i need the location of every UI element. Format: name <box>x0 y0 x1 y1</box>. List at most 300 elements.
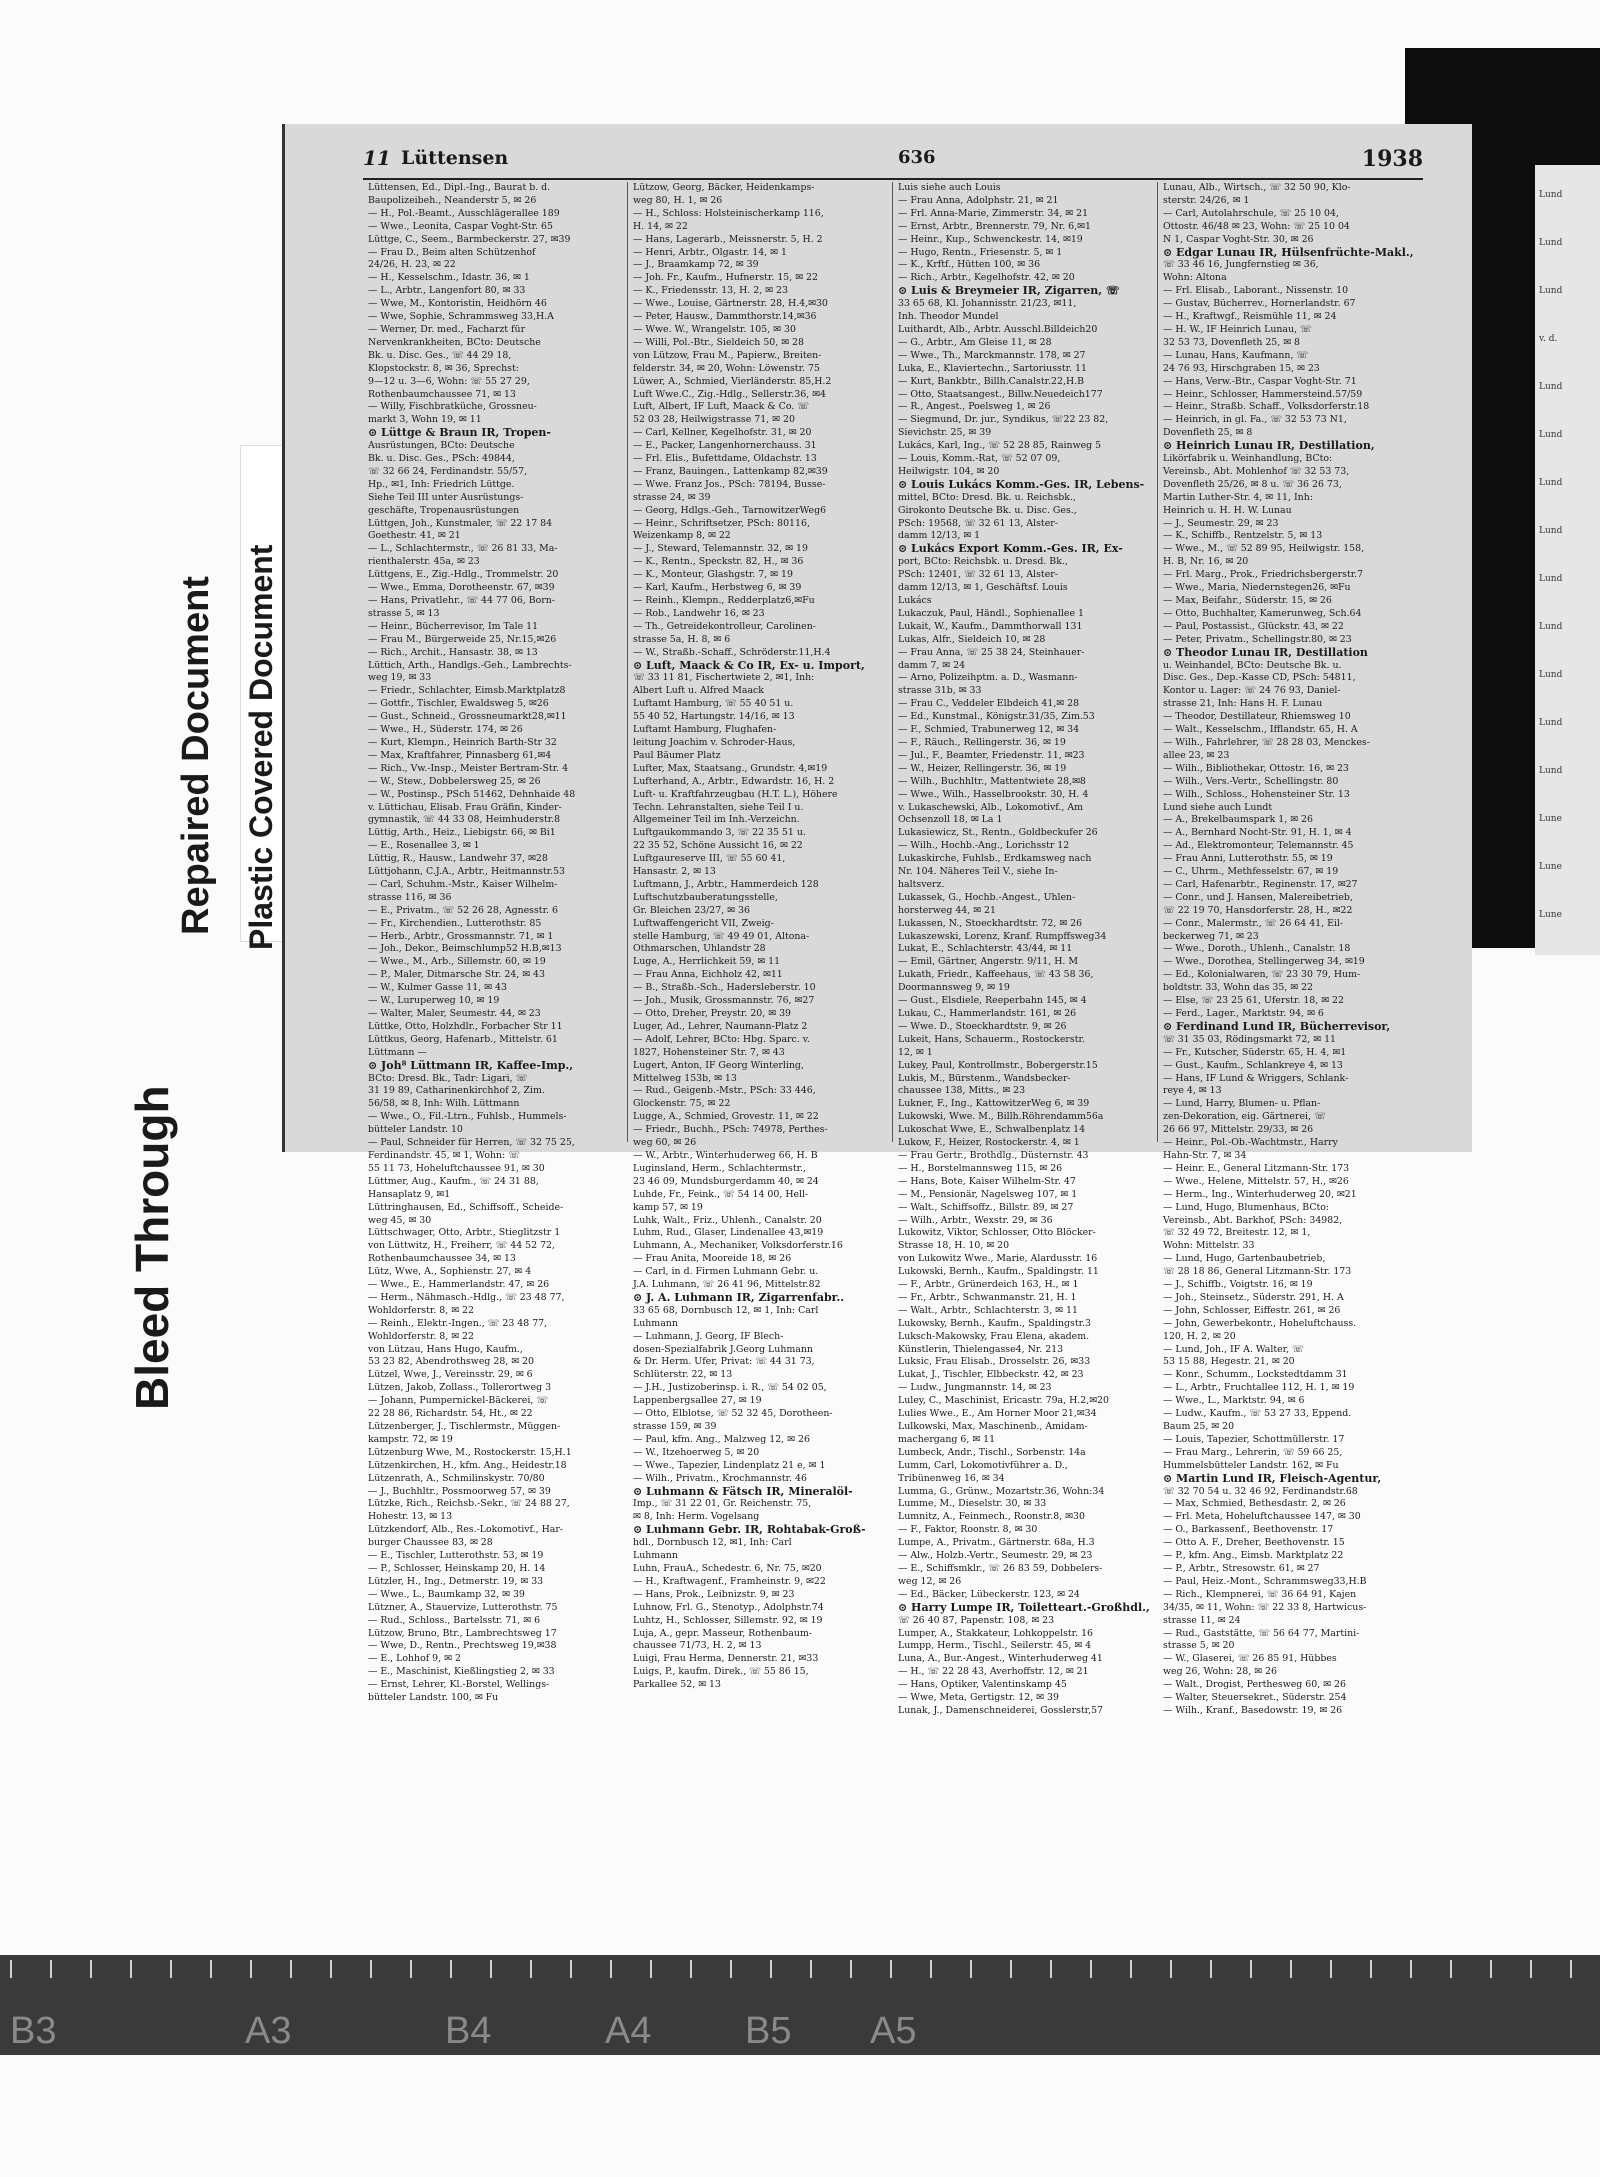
patch-label: A3 <box>245 2010 292 2052</box>
directory-entry: Siehe Teil III unter Ausrüstungs- <box>368 491 524 503</box>
directory-entry: Hummelsbütteler Landstr. 162, ✉ Fu <box>1163 1459 1339 1471</box>
directory-entry: v. Lukaschewski, Alb., Lokomotivf., Am <box>898 801 1084 813</box>
directory-entry: — Heinr., Pol.-Ob.-Wachtmstr., Harry <box>1163 1137 1338 1149</box>
directory-entry: Lumm, Carl, Lokomotivführer a. D., <box>898 1459 1068 1471</box>
patch-label: B3 <box>10 2010 57 2052</box>
directory-entry: Luna, A., Bur.-Angest., Winterhuderweg 41 <box>898 1653 1103 1665</box>
directory-entry: BCto: Dresd. Bk., Tadr: Ligari, ☏ <box>368 1072 528 1084</box>
directory-entry: — Willi, Pol.-Btr., Sieldeich 50, ✉ 28 <box>633 336 804 348</box>
directory-entry: — Wwe. W., Wrangelstr. 105, ✉ 30 <box>633 323 796 335</box>
directory-entry: Heinrich u. H. H. W. Lunau <box>1163 504 1292 516</box>
directory-entry: ⊙ Theodor Lunau IR, Destillation <box>1163 645 1368 659</box>
page-number: 636 <box>898 147 936 168</box>
directory-entry: von Lützau, Hans Hugo, Kaufm., <box>368 1343 523 1355</box>
directory-entry: — Wwe., Maria, Niedernstegen26, ✉Fu <box>1163 582 1351 594</box>
ruler-tick <box>770 1960 772 1978</box>
directory-entry: — Joh., Musik, Grossmannstr. 76, ✉27 <box>633 995 815 1007</box>
directory-entry: ⊙ Luis & Breymeier IR, Zigarren, ☏ <box>898 284 1120 298</box>
directory-entry: — Gust., Elsdiele, Reeperbahn 145, ✉ 4 <box>898 995 1087 1007</box>
directory-entry: Luft, Albert, IF Luft, Maack & Co. ☏ <box>633 401 809 413</box>
ruler-tick <box>1370 1960 1372 1978</box>
directory-entry: Bk. u. Disc. Ges., ☏ 44 29 18, <box>368 349 512 361</box>
directory-entry: Lukow, F., Heizer, Rostockerstr. 4, ✉ 1 <box>898 1137 1080 1149</box>
directory-entry: — Hans, Lagerarb., Meissnerstr. 5, H. 2 <box>633 233 823 245</box>
directory-entry: 26 66 97, Mittelstr. 29/33, ✉ 26 <box>1163 1124 1314 1136</box>
directory-entry: strasse 11, ✉ 24 <box>1163 1614 1241 1626</box>
directory-entry: — H., Kesselschm., Idastr. 36, ✉ 1 <box>368 272 530 284</box>
directory-entry: — H. W., IF Heinrich Lunau, ☏ <box>1163 323 1312 335</box>
ruler-tick <box>730 1960 732 1978</box>
directory-entry: H. 14, ✉ 22 <box>633 220 688 232</box>
patch-labels <box>0 2010 1600 2050</box>
directory-entry: Lugge, A., Schmied, Grovestr. 11, ✉ 22 <box>633 1111 819 1123</box>
directory-entry: 24/26, H. 23, ✉ 22 <box>368 259 456 271</box>
directory-entry: — E., Schiffsmklr., ☏ 26 83 59, Dobbelers- <box>898 1562 1103 1574</box>
directory-entry: — Ed., Bäcker, Lübeckerstr. 123, ✉ 24 <box>898 1588 1080 1600</box>
ruler-tick <box>1170 1960 1172 1978</box>
directory-entry: — Wwe., O., Fil.-Ltrn., Fuhlsb., Hummels- <box>368 1111 567 1123</box>
directory-entry: Lukassek, G., Hochb.-Angest., Uhlen- <box>898 891 1076 903</box>
fragment-line: Lund <box>1539 574 1563 584</box>
edition-year: 1938 <box>1361 146 1423 172</box>
directory-entry: — Frau Gertr., Brothdlg., Düsternstr. 43 <box>898 1149 1089 1161</box>
directory-entry: — Wwe., L., Marktstr. 94, ✉ 6 <box>1163 1395 1305 1407</box>
directory-entry: — G., Arbtr., Am Gleise 11, ✉ 28 <box>898 336 1052 348</box>
directory-entry: weg 45, ✉ 30 <box>368 1214 432 1226</box>
directory-entry: — Luhmann, J. Georg, IF Blech- <box>633 1330 784 1342</box>
ruler-tick <box>10 1960 12 1978</box>
directory-entry: Lüttmer, Aug., Kaufm., ☏ 24 31 88, <box>368 1175 539 1187</box>
directory-entry: machergang 6, ✉ 11 <box>898 1433 996 1445</box>
directory-entry: — Ernst, Lehrer, Kl.-Borstel, Wellings- <box>368 1679 550 1691</box>
directory-entry: — Max, Schmied, Bethesdastr. 2, ✉ 26 <box>1163 1498 1346 1510</box>
directory-entry: — Emil, Gärtner, Angerstr. 9/11, H. M <box>898 956 1078 968</box>
directory-entry: — Friedr., Schlachter, Eimsb.Marktplatz8 <box>368 685 566 697</box>
directory-entry: — W., Postinsp., PSch 51462, Dehnhaide 48 <box>368 788 576 800</box>
directory-entry: — F., Faktor, Roonstr. 8, ✉ 30 <box>898 1524 1038 1536</box>
directory-entry: — J., Buchhltr., Possmoorweg 57, ✉ 39 <box>368 1485 551 1497</box>
directory-entry: geschäfte, Tropenausrüstungen <box>368 504 520 516</box>
patch-label: B5 <box>745 2010 792 2052</box>
directory-entry: — Carl, Kellner, Kegelhofstr. 31, ✉ 20 <box>633 427 812 439</box>
directory-entry: — Frau Marg., Lehrerin, ☏ 59 66 25, <box>1163 1446 1343 1458</box>
directory-entry: — Louis, Komm.-Rat, ☏ 52 07 09, <box>898 453 1061 465</box>
directory-entry: Rothenbaumchaussee 71, ✉ 13 <box>368 388 516 400</box>
directory-entry: 32 53 73, Dovenfleth 25, ✉ 8 <box>1163 336 1301 348</box>
directory-entry: ☏ 33 46 16, Jungfernstieg ✉ 36, <box>1163 259 1319 271</box>
directory-entry: Lund siehe auch Lundt <box>1163 801 1273 813</box>
directory-entry: — W., Kulmer Gasse 11, ✉ 43 <box>368 982 507 994</box>
directory-entry: Lukowski, Bernh., Kaufm., Spaldingstr. 11 <box>898 1266 1099 1278</box>
directory-entry: — Ad., Elektromonteur, Telemannstr. 45 <box>1163 840 1354 852</box>
directory-entry: — W., Arbtr., Winterhuderweg 66, H. B <box>633 1149 818 1161</box>
directory-entry: — Frl. Meta, Hoheluftchaussee 147, ✉ 30 <box>1163 1511 1361 1523</box>
directory-entry: — Joh., Steinsetz., Süderstr. 291, H. A <box>1163 1291 1344 1303</box>
directory-entry: 9—12 u. 3—6, Wohn: ☏ 55 27 29, <box>368 375 530 387</box>
directory-entry: Hansaplatz 9, ✉1 <box>368 1188 451 1200</box>
directory-entry: — Lund, Hugo, Blumenhaus, BCto: <box>1163 1201 1330 1213</box>
directory-entry: Lüttringhausen, Ed., Schiffsoff., Scheide- <box>368 1201 564 1213</box>
directory-entry: Wohn: Altona <box>1163 272 1227 284</box>
directory-entry: beckerweg 71, ✉ 23 <box>1163 930 1259 942</box>
directory-entry: von Lüttwitz, H., Freiherr, ☏ 44 52 72, <box>368 1240 556 1252</box>
directory-entry: Klopstockstr. 8, ✉ 36, Sprechst: <box>368 362 519 374</box>
ruler-tick <box>650 1960 652 1978</box>
directory-entry: — Rich., Archit., Hansastr. 38, ✉ 13 <box>368 646 538 658</box>
directory-entry: — Frau Anni, Lutterothstr. 55, ✉ 19 <box>1163 853 1333 865</box>
directory-entry: Nervenkrankheiten, BCto: Deutsche <box>368 336 541 348</box>
directory-entry: J.A. Luhmann, ☏ 26 41 96, Mittelstr.82 <box>633 1279 821 1291</box>
fragment-line: Lund <box>1539 526 1563 536</box>
directory-entry: 120, H. 2, ✉ 20 <box>1163 1330 1236 1342</box>
directory-entry: — Lunau, Hans, Kaufmann, ☏ <box>1163 349 1309 361</box>
directory-entry: — Adolf, Lehrer, BCto: Hbg. Sparc. v. <box>633 1033 810 1045</box>
directory-entry: — Wwe., M., ☏ 52 89 95, Heilwigstr. 158, <box>1163 543 1365 555</box>
directory-entry: ⊙ J. A. Luhmann IR, Zigarrenfabr.. <box>633 1290 845 1304</box>
directory-entry: — J.H., Justizoberinsp. i. R., ☏ 54 02 05, <box>633 1382 827 1394</box>
directory-entry: chaussee 71/73, H. 2, ✉ 13 <box>633 1640 762 1652</box>
directory-entry: — John, Schlosser, Eiffestr. 261, ✉ 26 <box>1163 1304 1341 1316</box>
directory-entry: — Otto A. F., Dreher, Beethovenstr. 15 <box>1163 1537 1345 1549</box>
directory-entry: — Hans, Verw.-Btr., Caspar Voght-Str. 71 <box>1163 375 1357 387</box>
directory-entry: weg 19, ✉ 33 <box>368 672 432 684</box>
directory-entry: ⊙ Heinrich Lunau IR, Destillation, <box>1163 439 1375 453</box>
directory-entry: Hohestr. 13, ✉ 13 <box>368 1511 453 1523</box>
directory-entry: — Friedr., Buchh., PSch: 74978, Perthes- <box>633 1124 828 1136</box>
directory-entry: — Peter, Hausw., Dammthorstr.14,✉36 <box>633 311 817 323</box>
directory-entry: — W., Straßb.-Schaff., Schröderstr.11,H.4 <box>633 646 831 658</box>
directory-entry: kamp 57, ✉ 19 <box>633 1201 703 1213</box>
fragment-line: Lune <box>1539 862 1562 872</box>
directory-entry: — Wwe. D., Stoeckhardtstr. 9, ✉ 26 <box>898 1020 1067 1032</box>
directory-entry: Othmarschen, Uhlandstr 28 <box>633 943 766 955</box>
directory-entry: — Reinh., Elektr.-Ingen., ☏ 23 48 77, <box>368 1317 548 1329</box>
directory-entry: — Lund, Hugo, Gartenbaubetrieb, <box>1163 1253 1326 1265</box>
directory-entry: Lütz, Wwe, A., Sophienstr. 27, ✉ 4 <box>368 1266 532 1278</box>
directory-entry: — Th., Getreidekontrolleur, Carolinen- <box>633 620 816 632</box>
ruler-tick <box>810 1960 812 1978</box>
directory-entry: — Ed., Kunstmal., Königstr.31/35, Zim.53 <box>898 711 1095 723</box>
directory-entry: — Fr., Arbtr., Schwanmanstr. 21, H. 1 <box>898 1291 1077 1303</box>
directory-entry: Ochsenzoll 18, ✉ La 1 <box>898 814 1003 826</box>
directory-entry: ☏ 32 49 72, Breitestr. 12, ✉ 1, <box>1163 1227 1311 1239</box>
directory-entry: PSch: 12401, ☏ 32 61 13, Alster- <box>898 569 1058 581</box>
ruler-tick <box>1250 1960 1252 1978</box>
directory-entry: Luftgaukommando 3, ☏ 22 35 51 u. <box>633 827 806 839</box>
directory-entry: Lützler, H., Ing., Detmerstr. 19, ✉ 33 <box>368 1575 544 1587</box>
directory-entry: — Louis, Tapezier, Schottmüllerstr. 17 <box>1163 1433 1345 1445</box>
directory-entry: Schlüterstr. 22, ✉ 13 <box>633 1369 733 1381</box>
directory-entry: — Conr., und J. Hansen, Malereibetrieb, <box>1163 891 1353 903</box>
directory-entry: — Konr., Schumm., Lockstedtdamm 31 <box>1163 1369 1348 1381</box>
ruler-tick <box>1450 1960 1452 1978</box>
directory-entry: Hp., ✉1, Inh: Friedrich Lüttge. <box>368 478 515 490</box>
directory-entry: Lukey, Paul, Kontrollmstr., Bobergerstr.15 <box>898 1059 1098 1071</box>
directory-entry: — Joh., Dekor., Beimschlump52 H.B,✉13 <box>368 943 562 955</box>
directory-entry: — E., Tischler, Lutterothstr. 53, ✉ 19 <box>368 1550 544 1562</box>
directory-entry: Lüttschwager, Otto, Arbtr., Stieglitzstr 1 <box>368 1227 561 1239</box>
directory-entry: Luftschutzbauberatungsstelle, <box>633 891 778 903</box>
directory-entry: 56/58, ✉ 8, Inh: Wilh. Lüttmann <box>368 1098 520 1110</box>
directory-entry: — Frl. Elisab., Laborant., Nissenstr. 10 <box>1163 285 1349 297</box>
directory-entry: Luis siehe auch Louis <box>898 182 1001 193</box>
directory-entry: Lukat, J., Tischler, Elbbeckstr. 42, ✉ 23 <box>898 1369 1084 1381</box>
directory-entry: ☏ 26 40 87, Papenstr. 108, ✉ 23 <box>898 1614 1055 1626</box>
ruler-tick <box>410 1960 412 1978</box>
directory-entry: bütteler Landstr. 10 <box>368 1124 463 1136</box>
directory-entry: — Lund, Joh., IF A. Walter, ☏ <box>1163 1343 1304 1355</box>
ruler-tick <box>490 1960 492 1978</box>
directory-entry: Lüttkus, Georg, Hafenarb., Mittelstr. 61 <box>368 1033 558 1045</box>
directory-entry: — Heinr., Kup., Schwenckestr. 14, ✉19 <box>898 233 1083 245</box>
directory-entry: — Fr., Kirchendien., Lutterothstr. 85 <box>368 917 542 929</box>
directory-entry: — Wilh., Kranf., Basedowstr. 19, ✉ 26 <box>1163 1704 1343 1716</box>
directory-entry: — K., Friedensstr. 13, H. 2, ✉ 23 <box>633 285 788 297</box>
directory-entry: Lugert, Anton, IF Georg Winterling, <box>633 1059 804 1071</box>
directory-entry: Lukaszewski, Lorenz, Kranf. Rumpffsweg34 <box>898 930 1107 942</box>
directory-entry: Wohldorferstr. 8, ✉ 22 <box>368 1330 474 1342</box>
directory-entry: Luja, A., gepr. Masseur, Rothenbaum- <box>633 1627 812 1639</box>
directory-entry: — K., Krftf., Hütten 100, ✉ 36 <box>898 259 1041 271</box>
directory-entry: Lukowski, Wwe. M., Billh.Röhrendamm56a <box>898 1111 1104 1123</box>
directory-entry: hdl., Dornbusch 12, ✉1, Inh: Carl <box>633 1537 792 1549</box>
directory-entry: — Ludw., Jungmannstr. 14, ✉ 23 <box>898 1382 1052 1394</box>
ruler-tick <box>890 1960 892 1978</box>
directory-entry: Luigs, P., kaufm. Direk., ☏ 55 86 15, <box>633 1666 809 1678</box>
directory-entry: — Siegmund, Dr. jur., Syndikus, ☏22 23 82, <box>898 414 1109 426</box>
directory-entry: — Max, Beifahr., Süderstr. 15, ✉ 26 <box>1163 595 1332 606</box>
directory-entry: — P., kfm. Ang., Eimsb. Marktplatz 22 <box>1163 1550 1344 1562</box>
directory-entry: — Gust., Kaufm., Schlankreye 4, ✉ 13 <box>1163 1059 1343 1071</box>
directory-entry: Glockenstr. 75, ✉ 22 <box>633 1098 731 1110</box>
directory-columns <box>363 182 1423 1716</box>
directory-entry: Luhmann <box>633 1550 678 1562</box>
directory-entry: — Heinr., Straßb. Schaff., Volksdorferstr.18 <box>1163 401 1370 413</box>
directory-entry: — E., Lohhof 9, ✉ 2 <box>368 1653 461 1665</box>
directory-entry: Lüwer, A., Schmied, Vierländerstr. 85,H.2 <box>633 375 832 387</box>
directory-entry: — A., Brekelbaumspark 1, ✉ 26 <box>1163 814 1313 826</box>
directory-entry: stelle Hamburg, ☏ 49 49 01, Altona- <box>633 930 810 942</box>
fragment-line: Lund <box>1539 718 1563 728</box>
directory-entry: — J., Seumestr. 29, ✉ 23 <box>1163 517 1279 529</box>
directory-entry: — L., Schlachtermstr., ☏ 26 81 33, Ma- <box>368 543 558 555</box>
ruler-tick <box>1090 1960 1092 1978</box>
directory-entry: Baupolizeibeh., Neanderstr 5, ✉ 26 <box>368 194 537 206</box>
directory-entry: Lukaczuk, Paul, Händl., Sophienallee 1 <box>898 607 1084 619</box>
directory-entry: — Carl, Hafenarbtr., Reginenstr. 17, ✉27 <box>1163 878 1358 890</box>
directory-entry: Lunak, J., Damenschneiderei, Gosslerstr,57 <box>898 1704 1104 1716</box>
directory-entry: — E., Rosenallee 3, ✉ 1 <box>368 840 480 852</box>
directory-entry: v. Lüttichau, Elisab. Frau Gräfin, Kinder- <box>368 801 562 813</box>
directory-entry: 55 40 52, Hartungstr. 14/16, ✉ 13 <box>633 711 795 723</box>
adjacent-page-fragment <box>1535 165 1600 955</box>
directory-entry: — Frau C., Veddeler Elbdeich 41,✉ 28 <box>898 698 1080 710</box>
directory-entry: — Ludw., Kaufm., ☏ 53 27 33, Eppend. <box>1163 1408 1352 1420</box>
running-head: Lüttensen <box>401 147 509 169</box>
directory-entry: — K., Rentn., Speckstr. 82, H., ✉ 36 <box>633 556 804 568</box>
directory-entry: — Franz, Bauingen., Lattenkamp 82,✉39 <box>633 465 828 477</box>
directory-entry: N 1, Caspar Voght-Str. 30, ✉ 26 <box>1163 233 1314 245</box>
directory-entry: Lumme, M., Dieselstr. 30, ✉ 33 <box>898 1498 1047 1510</box>
directory-entry: — Joh. Fr., Kaufm., Hufnerstr. 15, ✉ 22 <box>633 272 818 284</box>
ruler-tick <box>130 1960 132 1978</box>
directory-entry: — P., Maler, Ditmarsche Str. 24, ✉ 43 <box>368 969 545 981</box>
fragment-line: Lund <box>1539 382 1563 392</box>
directory-entry: — Frl. Elis., Bufettdame, Oldachstr. 13 <box>633 453 817 465</box>
directory-entry: — Arno, Polizeihptm. a. D., Wasmann- <box>898 672 1078 684</box>
directory-entry: — Heinr. E., General Litzmann-Str. 173 <box>1163 1162 1350 1174</box>
directory-entry: Baum 25, ✉ 20 <box>1163 1421 1235 1432</box>
directory-entry: Lukaskirche, Fuhlsb., Erdkamsweg nach <box>898 853 1092 865</box>
directory-entry: — Frau D., Beim alten Schützenhof <box>368 246 536 258</box>
directory-entry: — F., Schmied, Trabunerweg 12, ✉ 34 <box>898 724 1080 736</box>
directory-entry: — Werner, Dr. med., Facharzt für <box>368 323 526 335</box>
directory-entry: Luksic, Frau Elisab., Drosselstr. 26, ✉33 <box>898 1356 1091 1368</box>
directory-entry: — P., Schlosser, Heinskamp 20, H. 14 <box>368 1562 546 1574</box>
directory-entry: — Heinr., Bücherrevisor, Im Tale 11 <box>368 620 539 632</box>
plastic-covered-label: Plastic Covered Document <box>243 544 279 950</box>
directory-entry: Luksch-Makowsky, Frau Elena, akadem. <box>898 1330 1090 1342</box>
directory-entry: — Ferd., Lager., Marktstr. 94, ✉ 6 <box>1163 1008 1324 1019</box>
directory-entry: Lukowsky, Bernh., Kaufm., Spaldingstr.3 <box>898 1317 1092 1329</box>
ruler-tick <box>1290 1960 1292 1978</box>
directory-entry: — Ernst, Arbtr., Brennerstr. 79, Nr. 6,✉1 <box>898 220 1091 232</box>
ruler-tick <box>170 1960 172 1978</box>
directory-entry: Lumnitz, A., Feinmech., Roonstr.8, ✉30 <box>898 1511 1085 1523</box>
patch-label: A5 <box>870 2010 917 2052</box>
directory-entry: ☏ 22 19 70, Hansdorferstr. 28, H., ✉22 <box>1163 904 1353 916</box>
directory-entry: 22 28 86, Richardstr. 54, Ht., ✉ 22 <box>368 1408 533 1420</box>
directory-entry: Lützkendorf, Alb., Res.-Lokomotivf., Har- <box>368 1524 564 1536</box>
directory-entry: Luftmann, J., Arbtr., Hammerdeich 128 <box>633 878 819 890</box>
directory-entry: — Wwe., Helene, Mittelstr. 57, H., ✉26 <box>1163 1175 1349 1187</box>
directory-entry: — Wwe., L., Baumkamp 32, ✉ 39 <box>368 1588 525 1600</box>
ruler-tick <box>930 1960 932 1978</box>
directory-entry: — Wwe., Th., Marckmannstr. 178, ✉ 27 <box>898 349 1086 361</box>
directory-entry: 33 65 68, Dornbusch 12, ✉ 1, Inh: Carl <box>633 1304 819 1316</box>
directory-entry: — Theodor, Destillateur, Rhiemsweg 10 <box>1163 711 1351 723</box>
directory-entry: Inh. Theodor Mundel <box>898 311 999 323</box>
ruler-tick <box>90 1960 92 1978</box>
directory-entry: ⊙ Lukács Export Komm.-Ges. IR, Ex- <box>898 542 1123 556</box>
directory-entry: Luigi, Frau Herma, Dennerstr. 21, ✉33 <box>633 1653 819 1665</box>
directory-entry: — Herm., Ing., Winterhuderweg 20, ✉21 <box>1163 1188 1357 1200</box>
directory-entry: Lukath, Friedr., Kaffeehaus, ☏ 43 58 36, <box>898 969 1094 981</box>
directory-entry: Lukács, Karl, Ing., ☏ 52 28 85, Rainweg 5 <box>898 440 1102 452</box>
fragment-line: Lund <box>1539 430 1563 440</box>
directory-entry: Künstlerin, Thielengasse4, Nr. 213 <box>898 1343 1064 1355</box>
ruler-tick <box>530 1960 532 1978</box>
ruler-tick <box>370 1960 372 1978</box>
directory-entry: — Wilh., Hochb.-Ang., Lorichsstr 12 <box>898 840 1070 852</box>
directory-entry: Vereinsb., Abt. Barkhof, PSch: 34982, <box>1163 1214 1343 1226</box>
directory-entry: — Frau Anna, ☏ 25 38 24, Steinhauer- <box>898 646 1085 658</box>
ruler-tick <box>1530 1960 1532 1978</box>
directory-entry: Lukeit, Hans, Schauerm., Rostockerstr. <box>898 1033 1085 1045</box>
directory-entry: Sievichstr. 25, ✉ 39 <box>898 427 992 439</box>
directory-entry: damm 12/13, ✉ 1 <box>898 530 981 542</box>
directory-entry: Ottostr. 46/48 ✉ 23, Wohn: ☏ 25 10 04 <box>1163 220 1350 232</box>
repaired-document-label: Repaired Document <box>175 576 217 935</box>
directory-entry: — W., Luruperweg 10, ✉ 19 <box>368 995 500 1007</box>
directory-entry: Parkallee 52, ✉ 13 <box>633 1679 721 1691</box>
directory-entry: strasse 159, ✉ 39 <box>633 1421 717 1432</box>
directory-entry: chaussee 138, Mitts., ✉ 23 <box>898 1085 1026 1097</box>
directory-entry: Heilwigstr. 104, ✉ 20 <box>898 465 1000 477</box>
directory-entry: — Gust., Schneid., Grossneumarkt28,✉11 <box>368 711 567 723</box>
directory-entry: Lüttmann — <box>368 1046 427 1058</box>
directory-entry: Lukoschat Wwe, E., Schwalbenplatz 14 <box>898 1124 1086 1136</box>
directory-entry: ☏ 28 18 86, General Litzmann-Str. 173 <box>1163 1266 1352 1278</box>
directory-entry: — Gottfr., Tischler, Ewaldsweg 5, ✉26 <box>368 698 549 710</box>
directory-entry: Luithardt, Alb., Arbtr. Ausschl.Billdeich20 <box>898 323 1098 335</box>
directory-entry: — Wilh., Schloss., Hohensteiner Str. 13 <box>1163 788 1350 800</box>
directory-entry: Lützke, Rich., Reichsb.-Sekr., ☏ 24 88 27, <box>368 1498 570 1510</box>
directory-entry: PSch: 19568, ☏ 32 61 13, Alster- <box>898 517 1058 529</box>
directory-entry: — O., Barkassenf., Beethovenstr. 17 <box>1163 1524 1334 1536</box>
directory-entry: Lüttjohann, C.J.A., Arbtr., Heitmannstr.53 <box>368 866 565 878</box>
directory-page <box>282 124 1472 1716</box>
directory-entry: — Gustav, Bücherrev., Hornerlandstr. 67 <box>1163 298 1356 310</box>
directory-entry: ⊙ Lüttge & Braun IR, Tropen- <box>368 426 551 440</box>
directory-entry: — Hans, Privatlehr., ☏ 44 77 06, Born- <box>368 595 555 606</box>
directory-entry: — Willy, Fischbratküche, Grossneu- <box>368 401 537 413</box>
directory-entry: Luftamt Hamburg, Flughafen- <box>633 724 777 736</box>
directory-entry: ⊙ Luft, Maack & Co IR, Ex- u. Import, <box>633 658 865 672</box>
directory-entry: — Karl, Kaufm., Herbstweg 6, ✉ 39 <box>633 582 802 594</box>
directory-entry: Vereinsb., Abt. Mohlenhof ☏ 32 53 73, <box>1163 465 1350 477</box>
column-4 <box>1158 182 1423 1716</box>
directory-entry: Luftgaureserve III, ☏ 55 60 41, <box>633 853 786 865</box>
directory-entry: Gr. Bleichen 23/27, ✉ 36 <box>633 904 750 916</box>
directory-entry: Weizenkamp 8, ✉ 22 <box>633 530 731 542</box>
ruler-tick <box>1490 1960 1492 1978</box>
fragment-line: Lund <box>1539 286 1563 296</box>
directory-entry: Lützenburg Wwe, M., Rostockerstr. 15,H.1 <box>368 1446 572 1458</box>
directory-entry: — L., Arbtr., Langenfort 80, ✉ 33 <box>368 285 526 297</box>
directory-entry: — Rob., Landwehr 16, ✉ 23 <box>633 607 765 619</box>
column-2 <box>628 182 893 1691</box>
directory-entry: Lüttig, R., Hausw., Landwehr 37, ✉28 <box>368 853 548 865</box>
ruler-tick <box>970 1960 972 1978</box>
directory-entry: Nr. 104. Näheres Teil V., siehe In- <box>898 866 1058 878</box>
directory-entry: — Wwe, M., Kontoristin, Heidhörn 46 <box>368 298 547 310</box>
directory-entry: Wohldorferstr. 8, ✉ 22 <box>368 1304 474 1316</box>
fragment-line: Lund <box>1539 238 1563 248</box>
directory-entry: Hansastr. 2, ✉ 13 <box>633 866 716 878</box>
directory-entry: — Jul., F., Beamter, Friedenstr. 11, ✉23 <box>898 749 1085 761</box>
ruler-tick <box>50 1960 52 1978</box>
directory-entry: — Else, ☏ 23 25 61, Uferstr. 18, ✉ 22 <box>1163 995 1344 1007</box>
ruler-tick <box>1010 1960 1012 1978</box>
directory-entry: — J., Steward, Telemannstr. 32, ✉ 19 <box>633 543 808 555</box>
directory-entry: Lützenkirchen, H., kfm. Ang., Heidestr.18 <box>368 1459 567 1471</box>
ruler-tick <box>610 1960 612 1978</box>
directory-entry: Bk. u. Disc. Ges., PSch: 49844, <box>368 453 515 465</box>
directory-entry: Lüttgen, Joh., Kunstmaler, ☏ 22 17 84 <box>368 517 553 529</box>
directory-entry: — Wwe., Tapezier, Lindenplatz 21 e, ✉ 1 <box>633 1459 826 1471</box>
directory-entry: — Paul, kfm. Ang., Malzweg 12, ✉ 26 <box>633 1433 810 1445</box>
directory-entry: Doormannsweg 9, ✉ 19 <box>898 982 1010 994</box>
directory-entry: — Wwe., Louise, Gärtnerstr. 28, H.4,✉30 <box>633 298 828 310</box>
directory-entry: — H., ☏ 22 28 43, Averhoffstr. 12, ✉ 21 <box>898 1666 1089 1678</box>
directory-entry: Lumma, G., Grünw., Mozartstr.36, Wohn:34 <box>898 1485 1105 1497</box>
directory-entry: Luhm, Rud., Glaser, Lindenallee 43,✉19 <box>633 1227 824 1239</box>
directory-entry: 31 19 89, Catharinenkirchhof 2, Zim. <box>368 1085 545 1097</box>
directory-entry: 12, ✉ 1 <box>898 1046 933 1058</box>
bleed-through-label: Bleed Through <box>126 1085 178 1410</box>
directory-entry: — Walter, Maler, Seumestr. 44, ✉ 23 <box>368 1008 541 1019</box>
